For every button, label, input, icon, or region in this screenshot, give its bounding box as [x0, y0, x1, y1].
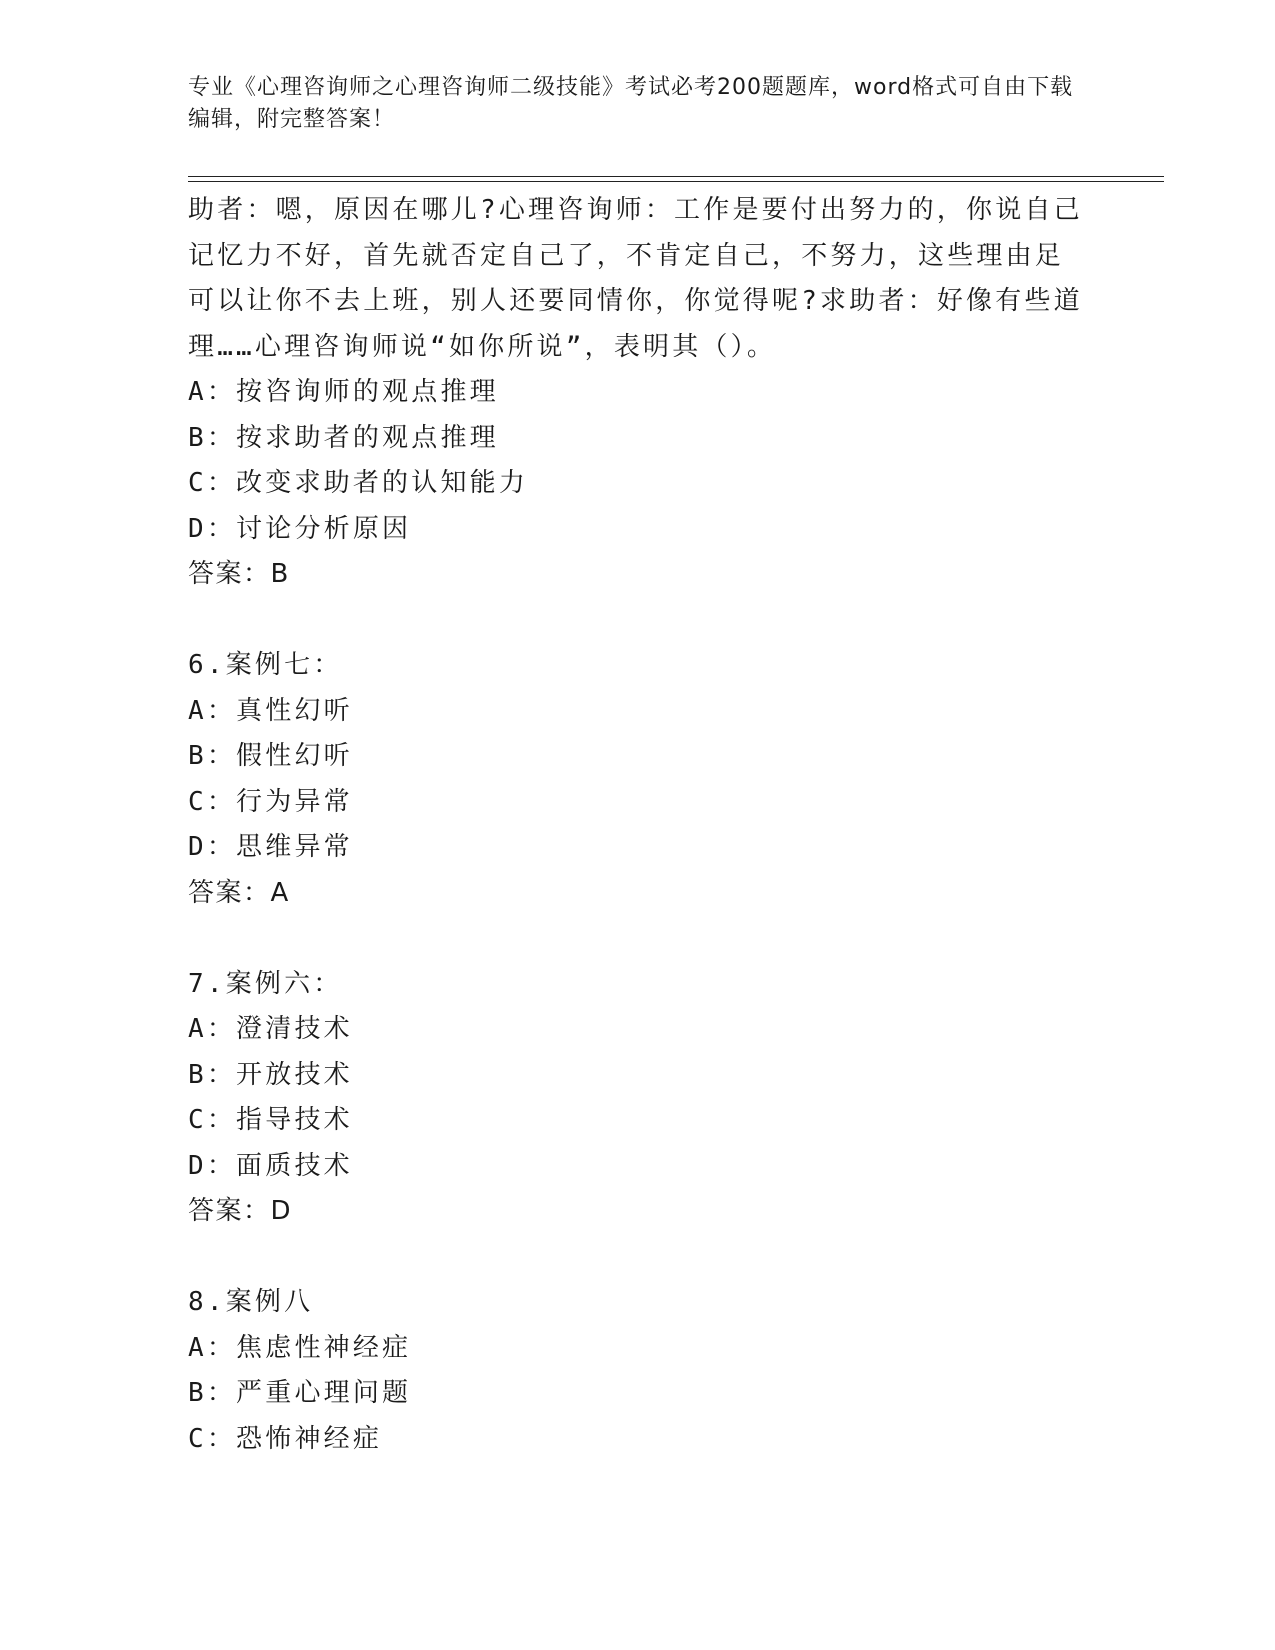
option-b: B：严重心理问题	[188, 1378, 412, 1408]
option-c: C：行为异常	[188, 786, 353, 817]
question-8	[188, 1280, 1088, 1462]
answer-line: 答案：D	[188, 1196, 293, 1226]
answer-line: 答案：B	[188, 559, 290, 589]
option-d: D：讨论分析原因	[188, 513, 412, 544]
option-a: A：真性幻听	[188, 695, 353, 726]
header-rule-bottom	[188, 181, 1164, 182]
option-a: A：澄清技术	[188, 1014, 353, 1044]
question-stem: 7.案例六：	[188, 968, 343, 999]
option-a: A：焦虑性神经症	[188, 1332, 412, 1363]
question-stem: 8.案例八	[188, 1287, 314, 1317]
question-continuation	[188, 188, 1088, 598]
option-d: D：面质技术	[188, 1150, 353, 1181]
option-d: D：思维异常	[188, 832, 353, 862]
document-body	[188, 188, 1088, 1462]
question-stem-continued: 助者：嗯，原因在哪儿?心理咨询师：工作是要付出努力的，你说自己记忆力不好，首先就否定自己了，不肯定自己，不努力，这些理由足可以让你不去上班，别人还要同情你，你觉得呢?求助者：好像有些道理……心理咨询师说“如你所说”，表明其（）。	[188, 195, 1083, 362]
option-b: B：按求助者的观点推理	[188, 422, 499, 453]
question-6	[188, 643, 1088, 916]
question-7	[188, 962, 1088, 1235]
document-header: 专业《心理咨询师之心理咨询师二级技能》考试必考200题题库，word格式可自由下载编辑，附完整答案！	[188, 75, 1074, 132]
question-stem: 6.案例七：	[188, 650, 343, 680]
option-c: C：恐怖神经症	[188, 1423, 383, 1454]
option-c: C：指导技术	[188, 1105, 353, 1135]
answer-line: 答案：A	[188, 877, 290, 908]
header-rule-top	[188, 176, 1164, 177]
option-b: B：开放技术	[188, 1059, 353, 1090]
option-c: C：改变求助者的认知能力	[188, 468, 529, 498]
option-a: A：按咨询师的观点推理	[188, 377, 499, 407]
option-b: B：假性幻听	[188, 741, 353, 771]
